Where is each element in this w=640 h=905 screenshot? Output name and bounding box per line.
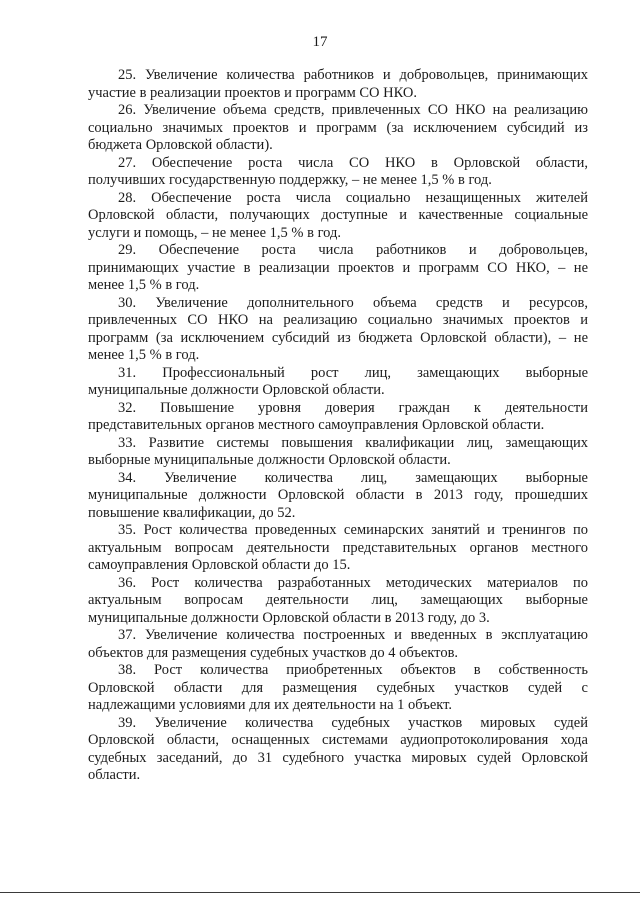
- text-line: 25. Увеличение количества работников и добровольцев, принимающих: [118, 67, 588, 83]
- text-line: привлеченных СО НКО на реализацию социально значимых проектов и: [88, 312, 588, 328]
- text-line: муниципальные должности Орловской области в 2013 году, до 3.: [88, 609, 490, 626]
- text-line: выборные муниципальные должности Орловской области.: [88, 452, 451, 468]
- text-line: муниципальные должности Орловской области в 2013 году, прошедших: [88, 487, 588, 503]
- page-number: 17: [312, 34, 328, 50]
- list-item: [88, 400, 588, 435]
- text-line: повышение квалификации, до 52.: [88, 504, 296, 521]
- text-line: Орловской области, получающих доступные и качественные социальные: [88, 207, 588, 223]
- list-item: [88, 295, 588, 365]
- text-line: 28. Обеспечение роста числа социально незащищенных жителей: [118, 189, 588, 206]
- text-line: актуальным вопросам деятельности представительных органов местного: [88, 539, 588, 556]
- text-line: представительных органов местного самоуправления Орловской области.: [88, 417, 545, 433]
- text-line: муниципальные должности Орловской области.: [88, 382, 385, 398]
- list-item: [88, 67, 588, 102]
- text-line: объектов для размещения судебных участков до 4 объектов.: [88, 644, 459, 661]
- text-line: 34. Увеличение количества лиц, замещающих выборные: [118, 469, 588, 486]
- text-line: 35. Рост количества проведенных семинарских занятий и тренингов по: [118, 522, 588, 538]
- list-item: [88, 575, 588, 628]
- text-line: 27. Обеспечение роста числа СО НКО в Орловской области,: [118, 154, 588, 171]
- text-line: 37. Увеличение количества построенных и введенных в эксплуатацию: [118, 627, 588, 643]
- text-line: менее 1,5 % в год.: [88, 277, 200, 293]
- list-item: [88, 715, 588, 785]
- list-item: [88, 190, 588, 243]
- text-line: области.: [88, 767, 141, 783]
- text-line: 39. Увеличение количества судебных участков мировых судей: [118, 714, 588, 731]
- text-line: 26. Увеличение объема средств, привлеченных СО НКО на реализацию: [118, 102, 588, 118]
- text-line: получивших государственную поддержку, – не менее 1,5 % в год.: [88, 172, 492, 188]
- text-line: 36. Рост количества разработанных методических материалов по: [118, 574, 588, 591]
- text-line: 30. Увеличение дополнительного объема средств и ресурсов,: [118, 294, 588, 311]
- list-item: [88, 435, 588, 470]
- text-line: принимающих участие в реализации проектов и программ СО НКО, – не: [88, 259, 588, 276]
- list-item: [88, 662, 588, 715]
- text-line: услуги и помощь, – не менее 1,5 % в год.: [88, 224, 341, 241]
- list-item: [88, 242, 588, 295]
- text-line: участие в реализации проектов и программ СО НКО.: [88, 84, 418, 101]
- text-line: самоуправления Орловской области до 15.: [88, 557, 351, 573]
- list-item: [88, 522, 588, 575]
- text-line: 32. Повышение уровня доверия граждан к деятельности: [118, 399, 588, 416]
- list-item: [88, 155, 588, 190]
- list-item: [88, 102, 588, 155]
- text-line: Орловской области для размещения судебных участков судей с: [88, 679, 588, 696]
- page-bottom-edge-line: [0, 892, 640, 893]
- text-line: 38. Рост количества приобретенных объектов в собственность: [118, 662, 588, 678]
- text-line: 33. Развитие системы повышения квалификации лиц, замещающих: [118, 434, 588, 451]
- list-item: [88, 627, 588, 662]
- text-line: программ (за исключением субсидий из бюджета Орловской области), – не: [88, 329, 588, 346]
- document-body: [88, 67, 588, 785]
- list-item: [88, 365, 588, 400]
- text-line: менее 1,5 % в год.: [88, 347, 200, 363]
- text-line: бюджета Орловской области).: [88, 137, 273, 153]
- text-line: социально значимых проектов и программ (за исключением субсидий из: [88, 119, 588, 136]
- text-line: надлежащими условиями для их деятельности на 1 объект.: [88, 697, 452, 713]
- text-line: судебных заседаний, до 31 судебного участка мировых судей Орловской: [88, 749, 588, 766]
- text-line: актуальным вопросам деятельности лиц, замещающих выборные: [88, 592, 588, 608]
- text-line: Орловской области, оснащенных системами аудиопротоколирования хода: [88, 732, 588, 748]
- text-line: 29. Обеспечение роста числа работников и добровольцев,: [118, 242, 588, 258]
- list-item: [88, 470, 588, 523]
- text-line: 31. Профессиональный рост лиц, замещающих выборные: [118, 364, 588, 381]
